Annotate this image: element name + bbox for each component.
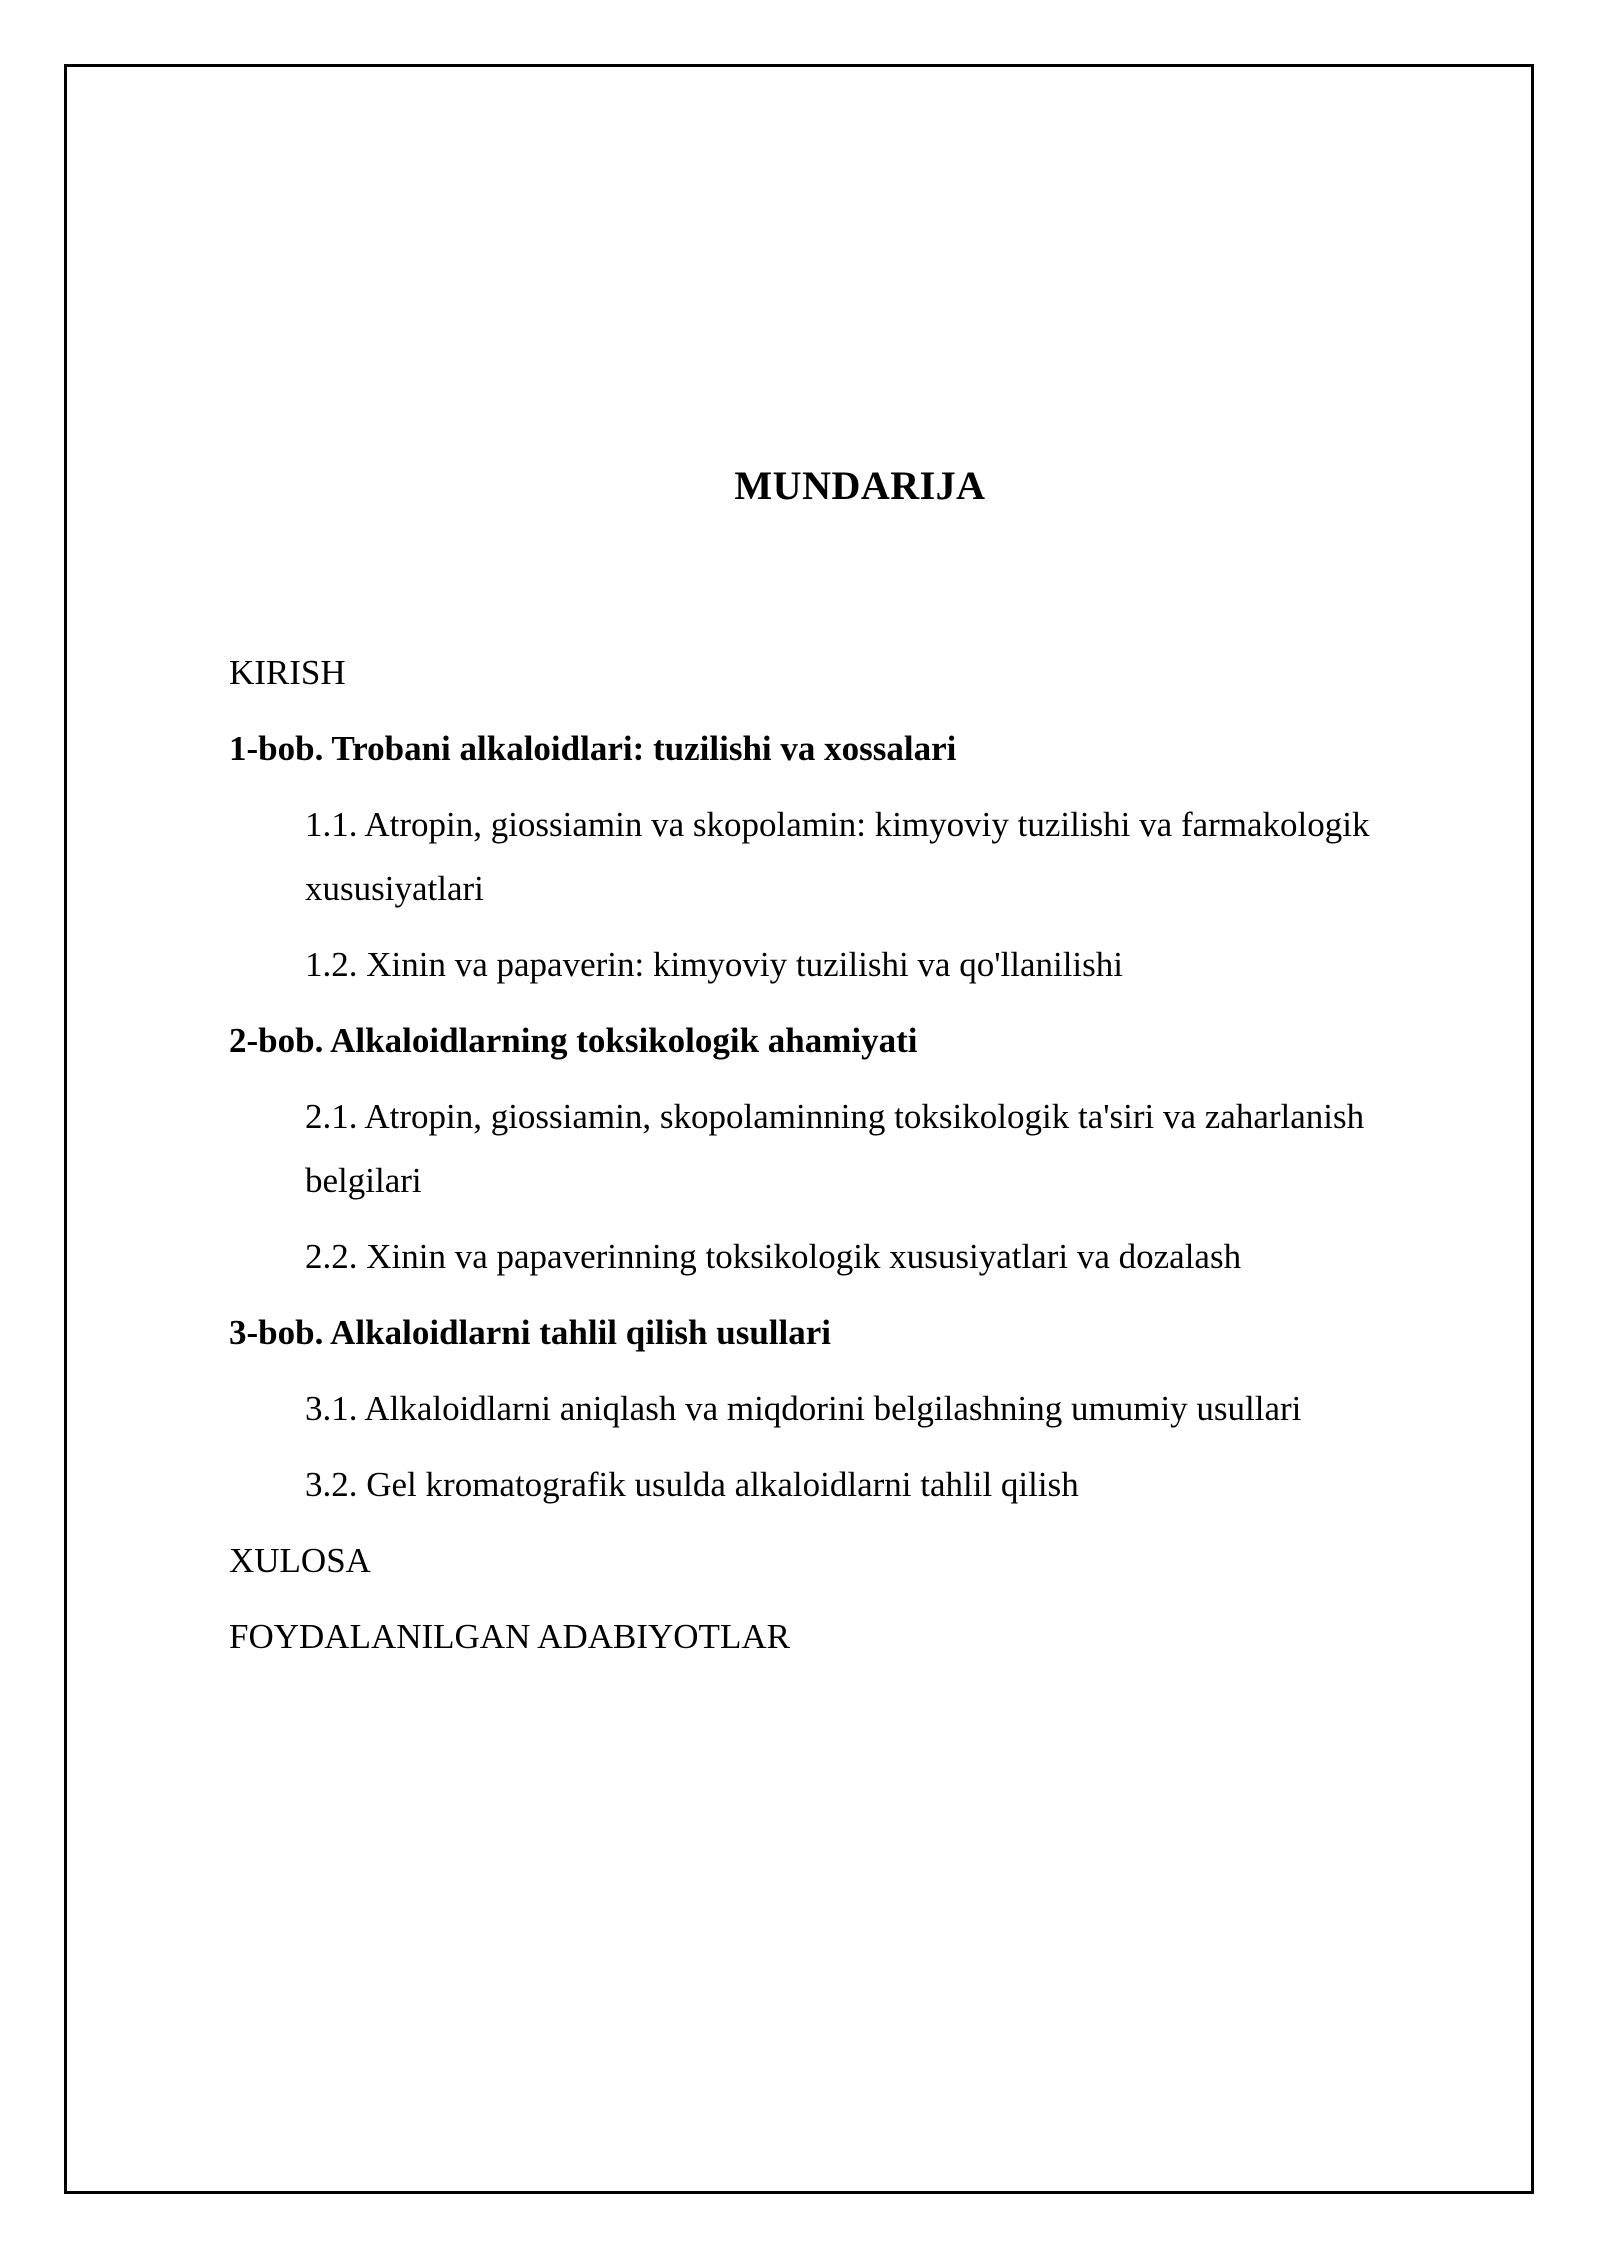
toc-entry-references: FOYDALANILGAN ADABIYOTLAR [229,1617,790,1656]
toc-chapter-1: 1-bob. Trobani alkaloidlari: tuzilishi va xossalari [229,729,957,768]
toc-entry-introduction: KIRISH [229,653,346,692]
toc-section-1-2: 1.2. Xinin va papaverin: kimyoviy tuzilishi va qo'llanilishi [305,945,1124,984]
page-title: MUNDARIJA [734,463,986,508]
toc-section-1-1: 1.1. Atropin, giossiamin va skopolamin: kimyoviy tuzilishi va farmakologik xususiyatlari [305,805,1370,908]
toc-chapter-2: 2-bob. Alkaloidlarning toksikologik ahamiyati [229,1021,918,1060]
toc-section-2-2: 2.2. Xinin va papaverinning toksikologik xususiyatlari va dozalash [305,1237,1242,1276]
toc-chapter-3: 3-bob. Alkaloidlarni tahlil qilish usullari [229,1313,832,1352]
toc-section-3-1: 3.1. Alkaloidlarni aniqlash va miqdorini belgilashning umumiy usullari [305,1389,1302,1428]
toc-section-2-1: 2.1. Atropin, giossiamin, skopolaminning toksikologik ta'siri va zaharlanish belgilari [305,1097,1365,1200]
toc-entry-conclusion: XULOSA [229,1541,371,1580]
toc-section-3-2: 3.2. Gel kromatografik usulda alkaloidlarni tahlil qilish [305,1465,1079,1504]
table-of-contents [229,641,1479,1669]
